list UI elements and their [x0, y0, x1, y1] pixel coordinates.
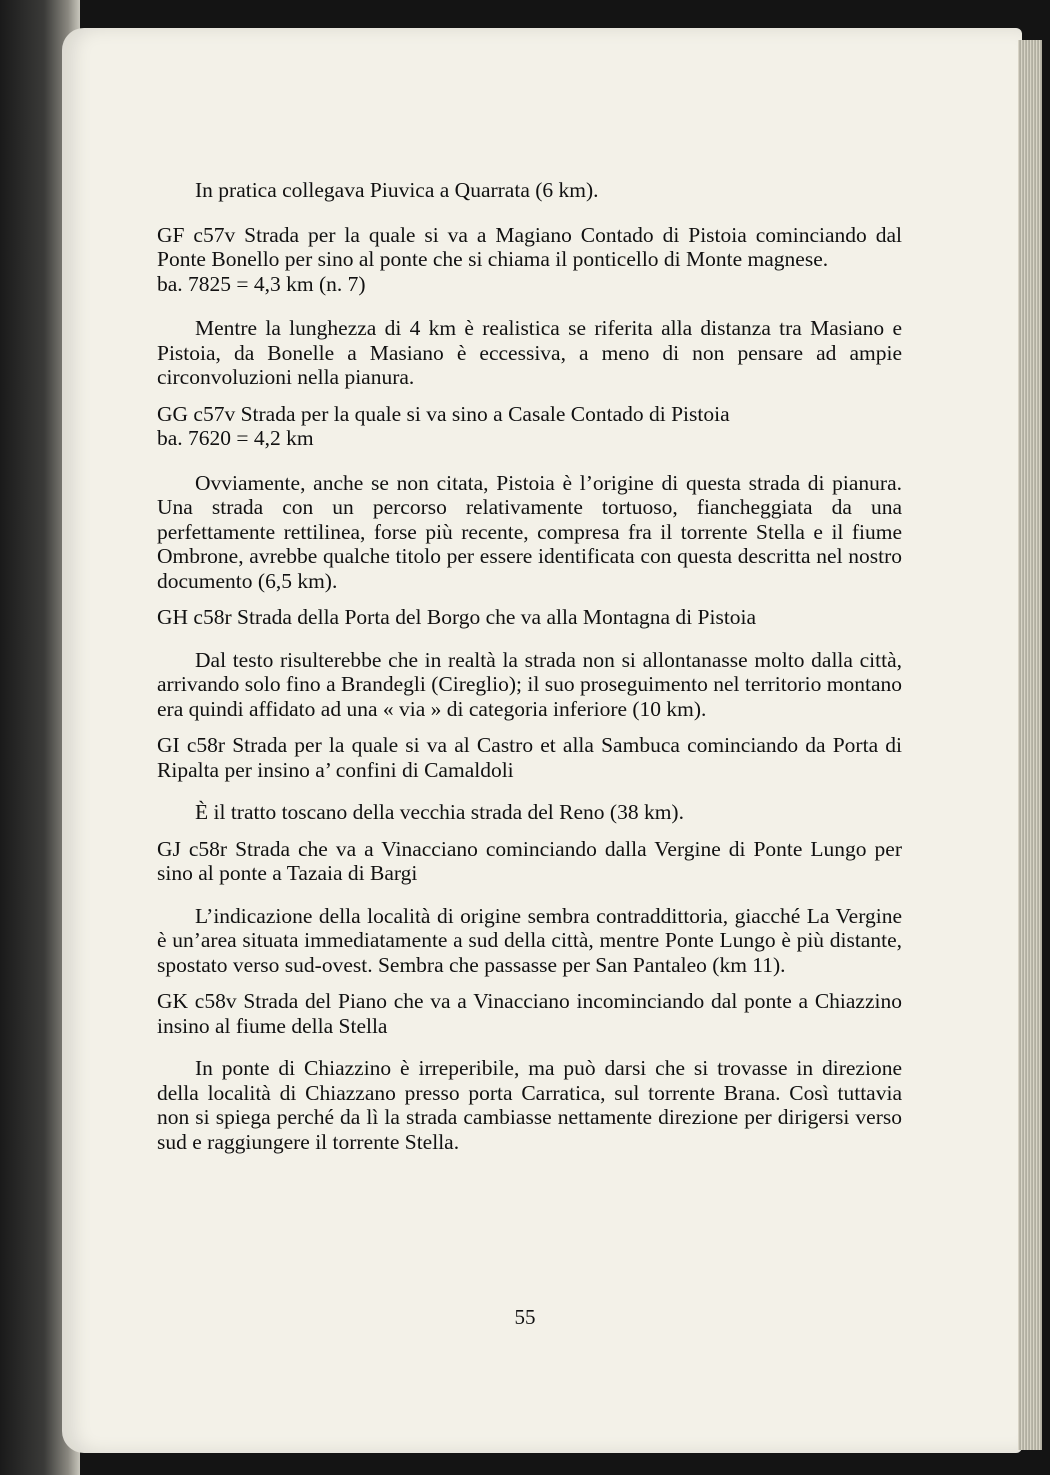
road-measure: ba. 7825 = 4,3 km (n. 7) [157, 271, 366, 296]
road-measure: ba. 7620 = 4,2 km [157, 426, 314, 450]
road-entry: GK c58v Strada del Piano che va a Vinacciano incominciando dal ponte a Chiazzino insino al fiume della Stella [157, 989, 902, 1038]
road-entry: GF c57v Strada per la quale si va a Magiano Contado di Pistoia cominciando dal Ponte Bonello per sino al ponte che si chiama il ponticello di Monte magnese. [157, 222, 902, 271]
page-edges [1018, 40, 1042, 1450]
road-entry: GJ c58r Strada che va a Vinacciano cominciando dalla Vergine di Ponte Lungo per sino al ponte a Tazaia di Bargi [157, 836, 902, 885]
paragraph: L’indicazione della località di origine sembra contraddittoria, giacché La Vergine è un’area situata immediatamente a sud della città, mentre Ponte Lungo è più distante, spostato verso sud-ovest. Sembra che passasse per San Pantaleo (km 11). [157, 903, 902, 977]
paragraph: In pratica collegava Piuvica a Quarrata (6 km). [195, 178, 599, 202]
road-entry: GH c58r Strada della Porta del Borgo che va alla Montagna di Pistoia [157, 605, 757, 629]
paragraph: È il tratto toscano della vecchia strada del Reno (38 km). [195, 800, 684, 824]
paragraph: In ponte di Chiazzino è irreperibile, ma può darsi che si trovasse in direzione della località di Chiazzano presso porta Carratica, sul torrente Brana. Così tuttavia non si spiega perché da lì la strada cambiasse nettamente direzione per dirigersi verso sud e raggiungere il torrente Stella. [157, 1056, 902, 1154]
paragraph: Mentre la lunghezza di 4 km è realistica se riferita alla distanza tra Masiano e Pistoia, da Bonelle a Masiano è eccessiva, a meno di non pensare ad ampie circonvoluzioni nella pianura. [157, 316, 902, 389]
paragraph: Dal testo risulterebbe che in realtà la strada non si allontanasse molto dalla città, arrivando solo fino a Brandegli (Cireglio); il suo proseguimento nel territorio montano era quindi affidato ad una « via » di categoria inferiore (10 km). [157, 647, 902, 721]
road-entry: GG c57v Strada per la quale si va sino a Casale Contado di Pistoia [157, 401, 730, 426]
page-number: 55 [514, 1305, 536, 1329]
page-text [157, 178, 902, 1154]
paragraph: Ovviamente, anche se non citata, Pistoia è l’origine di questa strada di pianura. Una strada con un percorso relativamente tortuoso, fiancheggiata da una perfettamente rettilinea, forse più recente, compresa fra il torrente Stella e il fiume Ombrone, avrebbe qualche titolo per essere identificata con questa descritta nel nostro documento (6,5 km). [157, 470, 902, 593]
road-entry: GI c58r Strada per la quale si va al Castro et alla Sambuca cominciando da Porta di Ripalta per insino a’ confini di Camaldoli [157, 733, 902, 782]
